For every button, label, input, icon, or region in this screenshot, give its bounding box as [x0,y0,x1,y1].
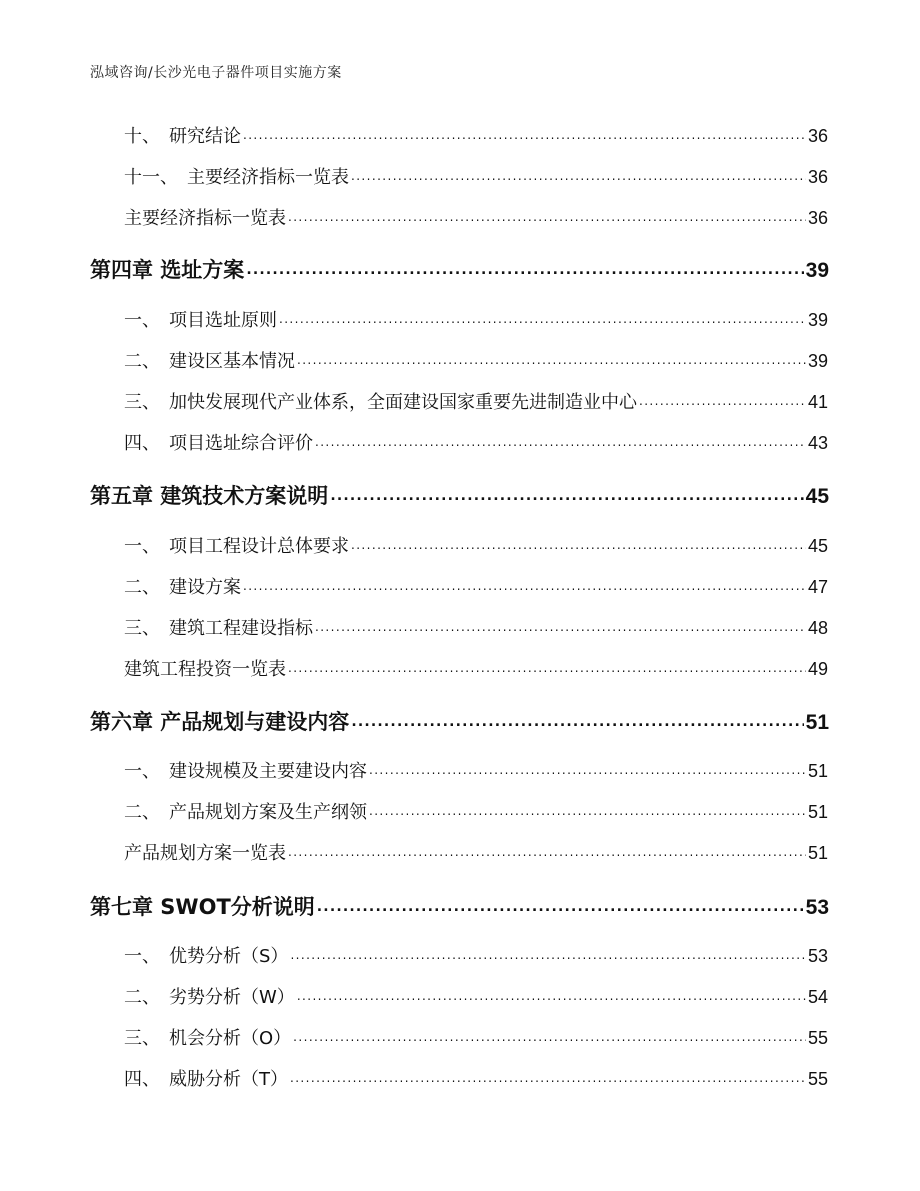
toc-page-number: 51 [807,761,828,781]
toc-page-number: 51 [807,843,828,863]
toc-page-number: 36 [807,208,828,228]
toc-dot-leader [288,656,806,677]
toc-chapter-entry[interactable] [90,706,829,736]
toc-page-number: 47 [807,577,828,597]
toc-section-entry[interactable] [124,388,828,414]
toc-page-number: 55 [807,1069,828,1089]
toc-page-number: 36 [807,126,828,146]
toc-entry-title: 第五章 建筑技术方案说明 [90,484,329,508]
toc-page-number: 55 [807,1028,828,1048]
toc-entry-title: 二、 建设区基本情况 [124,351,295,372]
toc-section-entry[interactable] [124,983,828,1009]
toc-section-entry[interactable] [124,614,828,640]
toc-page-number: 51 [805,711,829,734]
toc-page-number: 36 [807,167,828,187]
toc-entry-title: 二、 建设方案 [124,577,241,598]
toc-dot-leader [297,348,806,369]
toc-entry-title: 第四章 选址方案 [90,258,245,282]
toc-chapter-entry[interactable] [90,891,829,921]
toc-entry-title: 产品规划方案一览表 [124,843,286,864]
toc-section-entry[interactable] [124,1024,828,1050]
toc-section-entry[interactable] [124,655,828,681]
toc-page-number: 53 [807,946,828,966]
toc-dot-leader [351,533,806,554]
toc-chapter-entry[interactable] [90,254,829,284]
toc-page-number: 54 [807,987,828,1007]
toc-dot-leader [369,799,806,820]
toc-section-entry[interactable] [124,757,828,783]
toc-page-number: 45 [805,485,829,508]
toc-page-number: 53 [805,896,829,919]
toc-entry-title: 第六章 产品规划与建设内容 [90,710,350,734]
toc-entry-title: 十一、 主要经济指标一览表 [124,167,349,188]
toc-section-entry[interactable] [124,839,828,865]
toc-entry-title: 二、 劣势分析（W） [124,987,295,1008]
toc-dot-leader [243,123,806,144]
toc-entry-title: 主要经济指标一览表 [124,208,286,229]
toc-section-entry[interactable] [124,429,828,455]
toc-page-number: 39 [805,259,829,282]
toc-dot-leader [317,892,804,916]
toc-dot-leader [279,307,806,328]
toc-page-number: 45 [807,536,828,556]
toc-section-entry[interactable] [124,942,828,968]
toc-dot-leader [243,574,806,595]
toc-entry-title: 四、 威胁分析（T） [124,1069,288,1090]
toc-entry-title: 一、 建设规模及主要建设内容 [124,761,367,782]
toc-section-entry[interactable] [124,306,828,332]
toc-entry-title: 一、 项目工程设计总体要求 [124,536,349,557]
toc-chapter-entry[interactable] [90,480,829,510]
toc-dot-leader [290,943,806,964]
toc-dot-leader [297,984,806,1005]
toc-page-number: 41 [807,392,828,412]
toc-entry-title: 二、 产品规划方案及生产纲领 [124,802,367,823]
toc-entry-title: 十、 研究结论 [124,126,241,147]
toc-dot-leader [293,1025,806,1046]
toc-dot-leader [288,840,806,861]
toc-dot-leader [290,1066,806,1087]
toc-entry-title: 一、 优势分析（S） [124,946,289,967]
toc-dot-leader [315,615,806,636]
toc-dot-leader [369,758,806,779]
toc-section-entry[interactable] [124,204,828,230]
toc-dot-leader [639,389,806,410]
page-header: 泓域咨询/长沙光电子器件项目实施方案 [90,65,342,81]
toc-section-entry[interactable] [124,122,828,148]
toc-entry-title: 三、 机会分析（O） [124,1028,292,1049]
toc-section-entry[interactable] [124,573,828,599]
toc-dot-leader [330,481,803,505]
toc-section-entry[interactable] [124,798,828,824]
toc-entry-title: 四、 项目选址综合评价 [124,433,313,454]
toc-section-entry[interactable] [124,1065,828,1091]
toc-entry-title: 一、 项目选址原则 [124,310,277,331]
toc-page-number: 49 [807,659,828,679]
toc-dot-leader [351,707,803,731]
toc-page-number: 39 [807,310,828,330]
toc-dot-leader [351,164,806,185]
toc-page-number: 48 [807,618,828,638]
toc-dot-leader [315,430,806,451]
toc-section-entry[interactable] [124,532,828,558]
toc-entry-title: 三、 建筑工程建设指标 [124,618,313,639]
toc-page-number: 43 [807,433,828,453]
toc-page-number: 51 [807,802,828,822]
toc-section-entry[interactable] [124,163,828,189]
toc-section-entry[interactable] [124,347,828,373]
toc-page-number: 39 [807,351,828,371]
toc-entry-title: 三、 加快发展现代产业体系，全面建设国家重要先进制造业中心 [124,392,637,413]
toc-entry-title: 建筑工程投资一览表 [124,659,286,680]
toc-entry-title: 第七章 SWOT分析说明 [90,895,315,919]
toc-dot-leader [246,255,803,279]
toc-dot-leader [288,205,806,226]
